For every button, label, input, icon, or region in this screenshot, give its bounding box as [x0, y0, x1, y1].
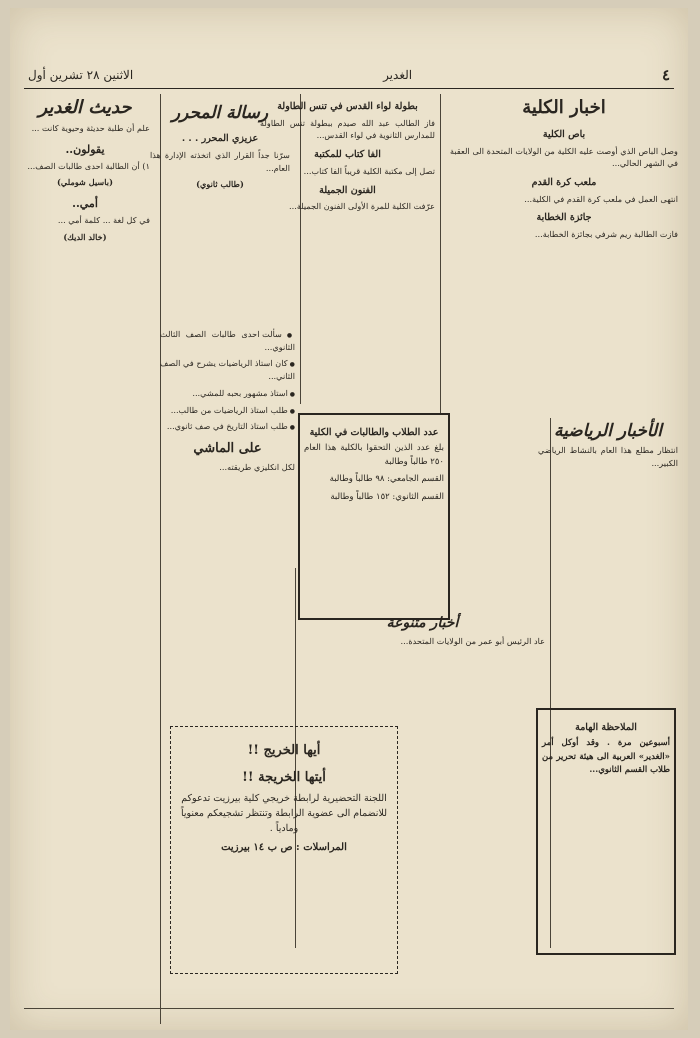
footer-rule — [24, 1008, 674, 1009]
paper-name: الغدير — [383, 68, 413, 82]
oratory-prize-heading: جائزة الخطابة — [536, 212, 592, 224]
students-count-total: بلغ عدد الذين التحقوا بالكلية هذا العام ٢٥٠ طالباً وطالبة — [304, 443, 444, 467]
student-item: ● كان استاذ الرياضيات يشرح في الصف الثاني... — [160, 357, 295, 382]
fine-arts-heading: الفنون الجميلة — [319, 184, 376, 196]
library-text: تصل إلى مكتبة الكلية قريباً الفا كتاب... — [303, 165, 435, 176]
important-note-text: أسبوعين مرة . وقد أوكل أمر «الغدير» العربية الى هيئة تحرير من طلاب القسم الثانوي... — [542, 738, 670, 776]
important-note-box — [536, 708, 676, 955]
table-tennis-heading: بطولة لواء القدس في تنس الطاولة — [277, 101, 418, 112]
student-item: ● طلب استاذ الرياضيات من طالب... — [160, 404, 295, 417]
column-divider — [440, 94, 441, 414]
ghadir-chat-column — [20, 94, 150, 1014]
my-mother-heading: أمي.. — [72, 197, 98, 211]
issue-date: الاثنين ٢٨ تشرين أول — [28, 68, 134, 82]
on-the-walker-text: لكل انكليزي طريقته... — [219, 462, 295, 473]
college-news-column — [450, 94, 678, 414]
sports-news-text: انتظار مطلع هذا العام بالنشاط الرياضي الكبير... — [538, 445, 678, 469]
fine-arts-text: عرّفت الكلية للمرة الأولى الفنون الجميلة... — [289, 201, 435, 212]
important-note-heading: الملاحظة الهامة — [575, 722, 637, 733]
page-header — [28, 64, 670, 86]
student-items-column — [160, 328, 295, 658]
ghadir-chat-text: علم أن طلبة حديثة وحيوية كانت ... — [31, 122, 150, 133]
football-field-text: انتهى العمل في ملعب كرة القدم في الكلية... — [524, 193, 678, 204]
football-field-heading: ملعب كرة القدم — [531, 177, 597, 189]
newspaper-page — [10, 8, 688, 1030]
editor-letter-signature: (طالب ثانوي) — [196, 179, 244, 190]
they-say-heading: يقولون.. — [65, 142, 105, 156]
editor-letter-text: سرّنا جداً القرار الذي اتخذته الإدارة هذا العام... — [150, 150, 290, 173]
my-mother-signature: (خالد الديك) — [63, 231, 107, 242]
table-tennis-text: فاز الطالب عبد الله صيدم ببطولة تنس الطاولة للمدارس الثانوية في لواء القدس... — [260, 117, 435, 141]
college-news-title: اخبار الكلية — [522, 97, 606, 118]
oratory-prize-text: فازت الطالبة ريم شرفي بجائزة الخطابة... — [534, 229, 678, 240]
they-say-signature: (باسيل شوملي) — [57, 177, 113, 188]
student-item: ● استاذ مشهور بحبه للمشي... — [160, 387, 295, 400]
page-number: ٤ — [661, 66, 670, 84]
students-count-title: عدد الطلاب والطالبات في الكلية — [309, 427, 439, 438]
editor-letter-salutation: عزيزي المحرر . . . — [181, 133, 259, 145]
my-mother-text: في كل لغة ... كلمة أمي ... — [57, 215, 150, 226]
graduate-notice-box — [170, 726, 398, 974]
graduate-notice-title2: أيتها الخريجة !! — [242, 769, 326, 785]
sports-news-column — [538, 418, 678, 678]
library-heading: الفا كتاب للمكتبة — [314, 149, 381, 161]
varied-news-text: عاد الرئيس أبو عمر من الولايات المتحدة... — [400, 635, 545, 646]
ghadir-chat-title: حديث الغدير — [38, 97, 132, 118]
graduate-notice-address: المراسلات : ص ب ١٤ بيرزيت — [221, 842, 347, 854]
they-say-text: ١) أن الطالبة احدى طالبات الصف... — [27, 160, 150, 171]
editor-letter-title: رسالة المحرر — [171, 103, 269, 123]
varied-news-title: أخبار متنوعة — [386, 615, 459, 631]
students-count-box — [298, 413, 450, 620]
college-bus-heading: باص الكلية — [542, 128, 586, 140]
students-count-secondary: القسم الثانوي: ١٥٢ طالباً وطالبة — [330, 491, 444, 502]
graduate-notice-title1: أيها الخريج !! — [247, 743, 321, 758]
sports-news-title: الأخبار الرياضية — [554, 421, 662, 441]
student-item: ● طلب استاذ التاريخ في صف ثانوي... — [160, 420, 295, 433]
graduate-notice-text: اللجنة التحضيرية لرابطة خريجي كلية بيرزيت تدعوكم للانضمام الى عضوية الرابطة وتنتظر تشجيعكم معنوياً ومادياً . — [180, 792, 388, 834]
college-bus-text: وصل الباص الذي أوصت عليه الكلية من الولايات المتحدة الى العقبة في الشهر الحالي... — [450, 145, 678, 169]
student-item: ● سألت احدى طالبات الصف الثالث الثانوي... — [160, 328, 295, 353]
students-count-university: القسم الجامعي: ٩٨ طالباً وطالبة — [329, 474, 444, 485]
header-rule — [24, 88, 674, 89]
on-the-walker-heading: على الماشي — [193, 440, 262, 456]
